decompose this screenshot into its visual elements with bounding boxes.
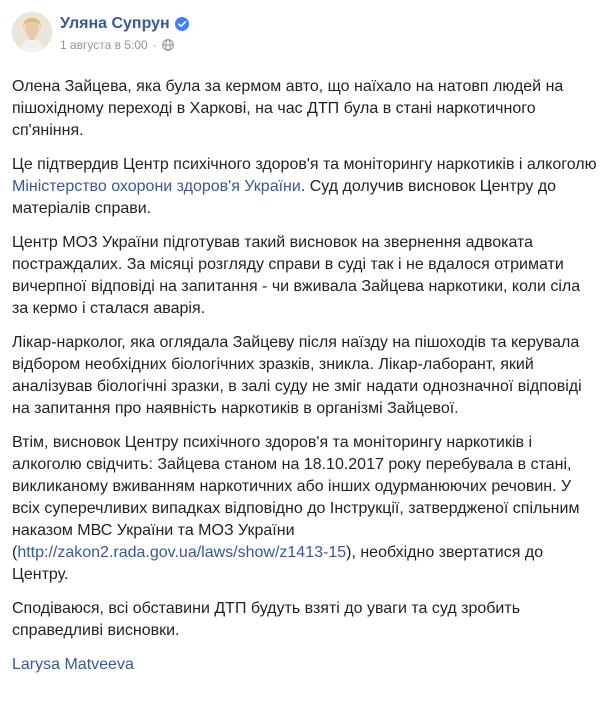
author-name[interactable]: Уляна Супрун	[60, 15, 170, 32]
paragraph-2-text-start: Це підтвердив Центр психічного здоров'я та моніторингу наркотиків і алкоголю	[12, 156, 597, 173]
post-header	[12, 12, 602, 62]
post-content	[12, 76, 597, 676]
avatar-portrait-icon	[12, 12, 52, 52]
paragraph-2-text-end: . Суд долучив висновок Центру до матеріалів справи.	[12, 178, 557, 217]
meta-separator: ·	[152, 38, 157, 52]
author-avatar[interactable]	[12, 12, 52, 52]
globe-icon[interactable]	[162, 39, 174, 51]
paragraph-5-text-start: Втім, висновок Центру психічного здоров'я та моніторингу наркотиків і алкоголю свідчить: Зайцева станом на 18.10.2017 року перебувала в стані, викликаному вживанням наркотичних або інших одурманюючих речовин. У всіх суперечливих випадках відповідно до Інструкції, затвердженої спільним наказом МВС України та МОЗ України (	[12, 434, 580, 561]
paragraph-5-text-end: ), необхідно звертатися до Центру.	[12, 544, 544, 583]
post-paragraph-2	[12, 154, 597, 220]
verified-badge-icon	[175, 17, 189, 31]
post-paragraph-4: Лікар-нарколог, яка оглядала Зайцеву після наїзду на пішоходів та керувала відбором необхідних біологічних зразків, зникла. Лікар-лаборант, який аналізував біологічні зразки, в залі суду не зміг надати однозначної відповіді на запитання про наявність наркотиків в організмі Зайцевої.	[12, 334, 582, 417]
post-meta	[60, 37, 189, 53]
post-paragraph-1: Олена Зайцева, яка була за кермом авто, що наїхало на натовп людей на пішохідному переході в Харкові, на час ДТП була в стані наркотичного сп'яніння.	[12, 78, 564, 139]
post-paragraph-5	[12, 432, 597, 586]
author-block	[60, 12, 189, 53]
post-timestamp[interactable]: 1 августа в 5:00	[60, 38, 148, 52]
zakon-rada-link[interactable]: http://zakon2.rada.gov.ua/laws/show/z1413-15	[17, 544, 347, 561]
tagged-author-link[interactable]: Larysa Matveeva	[12, 656, 134, 673]
ministry-page-link[interactable]: Міністерство охорони здоров'я України	[12, 178, 301, 195]
author-line	[60, 14, 189, 34]
post-paragraph-6: Сподіваюся, всі обставини ДТП будуть взяті до уваги та суд зробить справедливі висновки.	[12, 600, 521, 639]
post-paragraph-3: Центр МОЗ України підготував такий висновок на звернення адвоката постраждалих. За місяці розгляду справи в суді так і не вдалося отримати вичерпної відповіді на запитання - чи вживала Зайцева наркотики, коли сіла за кермо і сталася аварія.	[12, 234, 581, 317]
